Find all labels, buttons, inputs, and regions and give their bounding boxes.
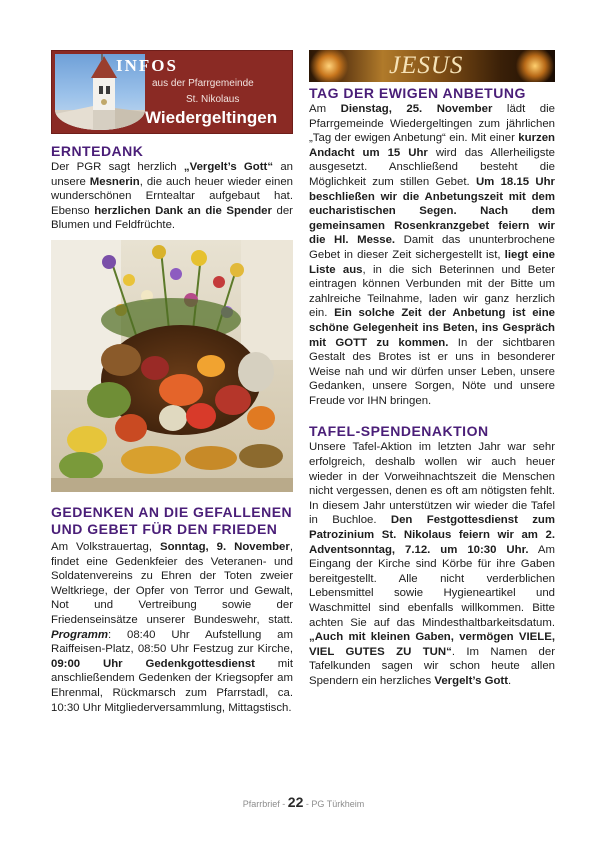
jesus-header-banner [309, 50, 555, 82]
gedenken-heading-line2: UND GEBET FÜR DEN FRIEDEN [51, 520, 278, 537]
footer-left: Pfarrbrief - [242, 799, 288, 809]
page-number: 22 [287, 794, 304, 810]
parish-header-banner [51, 50, 293, 134]
erntedank-text: Der PGR sagt herzlich „Vergelt’s Gott“ an unsere Mesnerin, die auch heuer wieder einen wunderschönen Erntealtar aufgebaut hat. Ebenso herzlichen Dank an die Spender der Blumen und Feldfrüchte. [51, 161, 293, 232]
jesus-title: JESUS [389, 52, 464, 79]
tafel-heading: TAFEL-SPENDENAKTION [309, 423, 489, 440]
left-column [51, 50, 293, 715]
erntedank-heading: ERNTEDANK [51, 143, 144, 159]
anbetung-heading: TAG DER EWIGEN ANBETUNG [309, 85, 526, 101]
parish-subtitle: aus der Pfarrgemeinde [152, 78, 254, 89]
gedenken-text: Am Volkstrauertag, Sonntag, 9. November, findet eine Gedenkfeier des Veteranen- und Soldatenvereins zu Ehren der Toten zweier Weltkriege, der Opfer von Terror und Gewalt, Not und Vertreibung sowie der Friedenseinsätze unserer Bundeswehr, statt. Programm: 08:40 Uhr Aufstellung am Raiffeisen-Platz, 08:50 Uhr Festzug zur Kirche, 09:00 Uhr Gedenkgottesdienst mit anschließendem Gedenken der Kriegsopfer am Ehrenmal, Rückmarsch zum Pfarrstadl, ca. 10:30 Uhr Mitgliederversammlung, Mittagstisch. [51, 540, 293, 714]
page-footer [0, 794, 607, 810]
gedenken-heading-line1: GEDENKEN AN DIE GEFALLENEN [51, 503, 293, 520]
parish-name: St. Nikolaus [186, 94, 240, 105]
town-name: Wiedergeltingen [145, 108, 278, 127]
infos-title: INFOS [116, 56, 178, 75]
candle-glow-left [309, 50, 349, 82]
footer-right: - PG Türkheim [303, 799, 365, 809]
anbetung-text: Am Dienstag, 25. November lädt die Pfarrgemeinde Wiedergeltingen zum jährlichen „Tag der ewigen Anbetung“ ein. Mit einer kurzen Andacht um 15 Uhr wird das Allerheiligste ausgesetzt. Anschließend besteht die Möglichkeit zum stillen Gebet. Um 18.15 Uhr beschließen wir die Anbetungszeit mit dem eucharistischen Segen. Nach dem gemeinsamen Rosenkranzgebet feiern wir die Hl. Messe. Damit das ununterbrochene Gebet in dieser Zeit sichergestellt ist, liegt eine Liste aus, in die sich Beterinnen und Beter eintragen können Verbunden mit der Bitte um zahlreiche Teilnahme, laden wir ganz herzlich ein. Ein solche Zeit der Anbetung ist eine schöne Gelegenheit ins Beten, ins Gespräch mit GOTT zu kommen. In der sichtbaren Gestalt des Brotes ist er uns in besonderer Weise nah und wir dürfen unser Leben, unsere Gedanken, unsere Sorgen, Nöte und unsere Freude vor IHN bringen. [309, 103, 556, 407]
right-column [309, 50, 555, 689]
gedenken-heading [51, 504, 293, 538]
tafel-text: Unsere Tafel-Aktion im letzten Jahr war sehr erfolgreich, deshalb wollen wir auch heuer wieder in der Vorweihnachtszeit die Menschen nicht vergessen, denen es oft am nötigsten fehlt. In diesem Jahr unterstützen wir wieder die Tafel in Buchloe. Den Festgottesdienst zum Patrozinium St. Nikolaus feiern wir am 2. Adventsonntag, 7.12. um 10:30 Uhr. Am Eingang der Kirche sind Körbe für ihre Gaben bereitgestellt. Alle nicht verderblichen Lebensmittel sowie Hygieneartikel und Waschmittel sind ebenfalls willkommen. Bitte achten Sie auf das Mindesthaltbarkeitsdatum. „Auch mit kleinen Gaben, vermögen VIELE, VIEL GUTES ZU TUN“. Im Namen der Tafelkunden sagen wir schon heute allen Spendern ein herzliches Vergelt’s Gott. [309, 441, 556, 687]
candle-glow-right [515, 50, 555, 82]
harvest-altar-photo [51, 240, 293, 492]
